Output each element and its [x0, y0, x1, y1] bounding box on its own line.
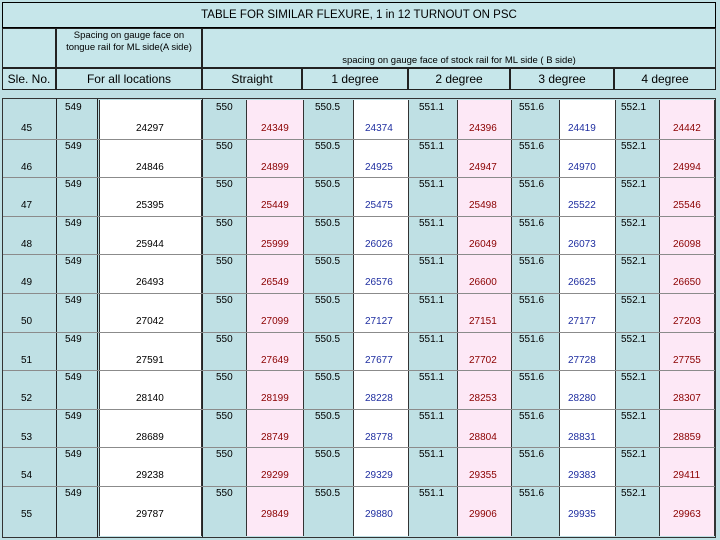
2-degree-spacing: 551.1: [419, 488, 445, 499]
2-degree-spacing: 551.1: [419, 410, 445, 422]
2-degree-value: 28253: [469, 393, 497, 405]
table-title: TABLE FOR SIMILAR FLEXURE, 1 in 12 TURNOUT ON PSC: [2, 2, 716, 28]
1-degree-spacing: 550.5: [315, 217, 341, 229]
4-degree-value: 24994: [673, 161, 701, 173]
straight-spacing: 550: [216, 372, 233, 384]
4-degree-spacing: 552.1: [621, 488, 647, 499]
1-degree-spacing: 550.5: [315, 410, 341, 422]
4-degree-value: 24442: [673, 123, 701, 134]
3-degree-value: 24419: [568, 123, 596, 134]
sle-number: 49: [21, 277, 33, 289]
3-degree-spacing: 551.6: [519, 102, 545, 113]
1-degree-spacing: 550.5: [315, 449, 341, 461]
straight-value: 28199: [261, 393, 289, 405]
straight-value: 27649: [261, 354, 289, 366]
4-degree-value: 28307: [673, 393, 701, 405]
tongue-value: 28140: [136, 393, 164, 405]
column-divider: [56, 99, 57, 537]
sle-number: 46: [21, 161, 33, 173]
2-degree-spacing: 551.1: [419, 102, 445, 113]
straight-value: 25449: [261, 200, 289, 212]
straight-spacing: 550: [216, 102, 233, 113]
2-degree-value: 27702: [469, 354, 497, 366]
header-1-degree: 1 degree: [302, 68, 408, 90]
3-degree-spacing: 551.6: [519, 295, 545, 306]
1-degree-value: 28228: [365, 393, 393, 405]
3-degree-spacing: 551.6: [519, 333, 545, 345]
straight-spacing: 550: [216, 217, 233, 229]
2-degree-spacing: 551.1: [419, 333, 445, 345]
4-degree-value: 27203: [673, 316, 701, 327]
row-separator: [3, 332, 715, 333]
4-degree-value: 29411: [673, 470, 701, 482]
3-degree-spacing: 551.6: [519, 488, 545, 499]
4-degree-value: 27755: [673, 354, 701, 366]
3-degree-value: 26073: [568, 238, 596, 250]
tongue-value: 27591: [136, 354, 164, 366]
sle-number: 55: [21, 509, 33, 520]
sle-number: 54: [21, 470, 33, 482]
straight-value: 27099: [261, 316, 289, 327]
row-separator: [3, 216, 715, 217]
2-degree-spacing: 551.1: [419, 449, 445, 461]
tongue-spacing: 549: [65, 333, 82, 345]
4-degree-value: 25546: [673, 200, 701, 212]
column-divider: [97, 99, 98, 537]
1-degree-spacing: 550.5: [315, 256, 341, 268]
1-degree-spacing: 550.5: [315, 179, 341, 191]
straight-spacing: 550: [216, 179, 233, 191]
2-degree-spacing: 551.1: [419, 179, 445, 191]
sle-number: 51: [21, 354, 33, 366]
straight-spacing: 550: [216, 333, 233, 345]
4-degree-spacing: 552.1: [621, 140, 647, 152]
4-degree-spacing: 552.1: [621, 102, 647, 113]
row-separator: [3, 447, 715, 448]
straight-value: 24899: [261, 161, 289, 173]
header-3-degree: 3 degree: [510, 68, 614, 90]
tongue-spacing: 549: [65, 140, 82, 152]
sle-number: 48: [21, 238, 33, 250]
2-degree-value: 24947: [469, 161, 497, 173]
2-degree-value: 26049: [469, 238, 497, 250]
tongue-spacing: 549: [65, 102, 82, 113]
column-divider: [202, 99, 203, 537]
header-4-degree: 4 degree: [614, 68, 716, 90]
row-separator: [3, 177, 715, 178]
1-degree-value: 24374: [365, 123, 393, 134]
3-degree-value: 25522: [568, 200, 596, 212]
tongue-rail-spacing-note: Spacing on gauge face on tongue rail for ML side(A side): [56, 28, 202, 68]
4-degree-spacing: 552.1: [621, 179, 647, 191]
tongue-value: 25395: [136, 200, 164, 212]
straight-value: 26549: [261, 277, 289, 289]
straight-spacing: 550: [216, 410, 233, 422]
1-degree-value: 24925: [365, 161, 393, 173]
4-degree-spacing: 552.1: [621, 295, 647, 306]
1-degree-value: 26026: [365, 238, 393, 250]
2-degree-value: 29355: [469, 470, 497, 482]
3-degree-spacing: 551.6: [519, 372, 545, 384]
3-degree-value: 29935: [568, 509, 596, 520]
tongue-spacing: 549: [65, 295, 82, 306]
sle-number: 53: [21, 431, 33, 443]
3-degree-spacing: 551.6: [519, 140, 545, 152]
straight-spacing: 550: [216, 488, 233, 499]
tongue-spacing: 549: [65, 410, 82, 422]
tongue-value: 29787: [136, 509, 164, 520]
1-degree-value: 27677: [365, 354, 393, 366]
2-degree-value: 24396: [469, 123, 497, 134]
4-degree-spacing: 552.1: [621, 217, 647, 229]
3-degree-spacing: 551.6: [519, 256, 545, 268]
3-degree-value: 28280: [568, 393, 596, 405]
1-degree-value: 25475: [365, 200, 393, 212]
2-degree-spacing: 551.1: [419, 295, 445, 306]
4-degree-spacing: 552.1: [621, 256, 647, 268]
4-degree-spacing: 552.1: [621, 333, 647, 345]
2-degree-spacing: 551.1: [419, 372, 445, 384]
3-degree-spacing: 551.6: [519, 410, 545, 422]
3-degree-value: 24970: [568, 161, 596, 173]
straight-value: 25999: [261, 238, 289, 250]
3-degree-value: 28831: [568, 431, 596, 443]
header-2-degree: 2 degree: [408, 68, 510, 90]
1-degree-spacing: 550.5: [315, 372, 341, 384]
1-degree-value: 29329: [365, 470, 393, 482]
4-degree-value: 26098: [673, 238, 701, 250]
tongue-spacing: 549: [65, 217, 82, 229]
4-degree-value: 28859: [673, 431, 701, 443]
4-degree-value: 29963: [673, 509, 701, 520]
row-separator: [3, 293, 715, 294]
1-degree-spacing: 550.5: [315, 488, 341, 499]
sle-number: 52: [21, 393, 33, 405]
3-degree-value: 26625: [568, 277, 596, 289]
straight-value: 24349: [261, 123, 289, 134]
tongue-value: 25944: [136, 238, 164, 250]
data-table: [2, 98, 716, 538]
tongue-spacing: 549: [65, 372, 82, 384]
1-degree-value: 29880: [365, 509, 393, 520]
straight-spacing: 550: [216, 295, 233, 306]
row-separator: [3, 486, 715, 487]
tongue-spacing: 549: [65, 488, 82, 499]
row-separator: [3, 370, 715, 371]
3-degree-value: 29383: [568, 470, 596, 482]
tongue-value: 24297: [136, 123, 164, 134]
4-degree-spacing: 552.1: [621, 410, 647, 422]
1-degree-value: 28778: [365, 431, 393, 443]
header-all-locations: For all locations: [56, 68, 202, 90]
header-blank-cell: [2, 28, 56, 68]
tongue-value: 28689: [136, 431, 164, 443]
1-degree-value: 27127: [365, 316, 393, 327]
straight-spacing: 550: [216, 256, 233, 268]
4-degree-value: 26650: [673, 277, 701, 289]
1-degree-value: 26576: [365, 277, 393, 289]
straight-value: 29849: [261, 509, 289, 520]
stock-rail-spacing-note: spacing on gauge face of stock rail for ML side ( B side): [202, 28, 716, 68]
row-separator: [3, 409, 715, 410]
header-sle-no: Sle. No.: [2, 68, 56, 90]
row-separator: [3, 139, 715, 140]
straight-spacing: 550: [216, 449, 233, 461]
row-separator: [3, 254, 715, 255]
3-degree-value: 27177: [568, 316, 596, 327]
2-degree-value: 25498: [469, 200, 497, 212]
tongue-value: 29238: [136, 470, 164, 482]
sle-number: 50: [21, 316, 33, 327]
2-degree-value: 29906: [469, 509, 497, 520]
sle-number: 47: [21, 200, 33, 212]
tongue-spacing: 549: [65, 449, 82, 461]
2-degree-spacing: 551.1: [419, 140, 445, 152]
1-degree-spacing: 550.5: [315, 295, 341, 306]
1-degree-spacing: 550.5: [315, 140, 341, 152]
2-degree-value: 27151: [469, 316, 497, 327]
3-degree-spacing: 551.6: [519, 449, 545, 461]
2-degree-spacing: 551.1: [419, 217, 445, 229]
tongue-spacing: 549: [65, 256, 82, 268]
3-degree-spacing: 551.6: [519, 179, 545, 191]
straight-value: 28749: [261, 431, 289, 443]
tongue-spacing: 549: [65, 179, 82, 191]
3-degree-value: 27728: [568, 354, 596, 366]
1-degree-spacing: 550.5: [315, 333, 341, 345]
1-degree-spacing: 550.5: [315, 102, 341, 113]
4-degree-spacing: 552.1: [621, 372, 647, 384]
header-straight: Straight: [202, 68, 302, 90]
tongue-value: 27042: [136, 316, 164, 327]
2-degree-value: 26600: [469, 277, 497, 289]
tongue-value: 26493: [136, 277, 164, 289]
sle-number: 45: [21, 123, 33, 134]
tongue-value: 24846: [136, 161, 164, 173]
3-degree-spacing: 551.6: [519, 217, 545, 229]
straight-value: 29299: [261, 470, 289, 482]
2-degree-spacing: 551.1: [419, 256, 445, 268]
straight-spacing: 550: [216, 140, 233, 152]
4-degree-spacing: 552.1: [621, 449, 647, 461]
2-degree-value: 28804: [469, 431, 497, 443]
